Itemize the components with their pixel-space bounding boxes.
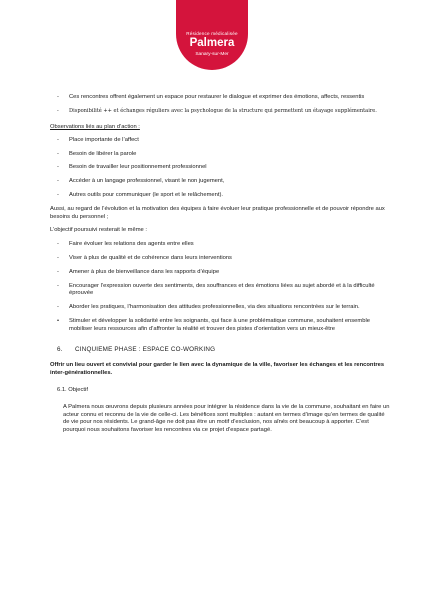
list-item xyxy=(50,108,390,115)
observation-text: Besoin de libérer la parole xyxy=(69,150,137,157)
list-item: - Place importante de l’affect xyxy=(50,137,390,145)
list-item: - Encourager l’expression ouverte des sentiments, des souffrances et des émotions liées au sujet abordé et à la difficulté éprouvée xyxy=(50,283,390,299)
logo-place: Sanary-sur-Mer xyxy=(195,52,229,57)
list-item: - Faire évoluer les relations des agents entre elles xyxy=(50,241,390,249)
bullet-text: Ces rencontres offrent également un espace pour restaurer le dialogue et exprimer des émotions, affects, ressentis xyxy=(69,94,365,100)
subsection-heading: 6.1. Objectif xyxy=(57,386,88,393)
bullet-marker: - xyxy=(57,94,59,100)
list-item xyxy=(50,94,390,102)
top-bullet-list xyxy=(50,94,390,115)
objective-text: Aborder les pratiques, l’harmonisation des attitudes professionnelles, via des situations rencontrées sur le terrain. xyxy=(69,304,360,311)
list-item: - Viser à plus de qualité et de cohérence dans leurs interventions xyxy=(50,255,390,263)
bullet-text: Disponibilité ++ et échanges réguliers avec la psychologue de la structure qui permettent un étayage supplémentaire. xyxy=(69,107,377,114)
logo-subtitle: Résidence médicalisée xyxy=(186,31,238,36)
list-item: - Aborder les pratiques, l’harmonisation des attitudes professionnelles, via des situations rencontrées sur le terrain. xyxy=(50,304,390,312)
list-item: - Accéder à un langage professionnel, visant le non jugement, xyxy=(50,178,390,186)
section-title: CINQUIEME PHASE : ESPACE CO-WORKING xyxy=(75,345,216,353)
section-intro: Offrir un lieu ouvert et convivial pour garder le lien avec la dynamique de la ville, favoriser les échanges et les rencontres inter-générationnelles. xyxy=(50,362,385,377)
observation-text: Place importante de l’affect xyxy=(69,136,139,143)
list-item: - Amener à plus de bienveillance dans les rapports d’équipe xyxy=(50,269,390,277)
objective-text: Encourager l’expression ouverte des sentiments, des souffrances et des émotions liées au sujet abordé et à la difficulté éprouvée xyxy=(69,282,375,297)
bullet-marker: - xyxy=(57,107,59,114)
objective-text: Faire évoluer les relations des agents entre elles xyxy=(69,241,194,248)
observation-text: Besoin de travailler leur positionnement professionnel xyxy=(69,164,207,171)
observation-text: Autres outils pour communiquer (le sport et le relâchement). xyxy=(69,191,224,198)
objective-text: Viser à plus de qualité et de cohérence dans leurs interventions xyxy=(69,254,232,261)
objectives-list xyxy=(50,241,390,333)
list-item: - Autres outils pour communiquer (le sport et le relâchement). xyxy=(50,192,390,200)
objective-text: Stimuler et développer la solidarité entre les soignants, qui face à une problématique commune, souhaitent ensemble mobiliser leurs ressources afin d’affronter la réalité et trouver des pistes d’orientation vers un mieux-être xyxy=(69,317,370,332)
residence-logo xyxy=(176,0,248,70)
list-item: - Besoin de libérer la parole xyxy=(50,151,390,159)
document-body xyxy=(50,94,390,441)
logo-name: Palmera xyxy=(189,37,235,49)
objective-text: Amener à plus de bienveillance dans les rapports d’équipe xyxy=(69,268,220,275)
paragraph-aussi: Aussi, au regard de l’évolution et la motivation des équipes à faire évoluer leur pratique professionnelle et de pouvoir répondre aux besoins du personnel ; xyxy=(50,205,385,220)
observations-heading: Observations liés au plan d’action : xyxy=(50,124,140,130)
section-number: 6. xyxy=(57,345,63,353)
section-heading xyxy=(57,346,390,354)
objective-paragraph: A Palmera nous œuvrons depuis plusieurs années pour intégrer la résidence dans la vie de la commune, souhaitant en faire un acteur connu et reconnu de la vie de celle-ci. Les bénéfices sont multiples : autant en termes d’image qu’en termes de qualité de vie pour nos résidents. Le grand-âge ne doit pas être un motif d’exclusion, nos aînés ont beaucoup à apporter. C’est pourquoi nous souhaitons favoriser les rencontres via ce projet d’espace partagé. xyxy=(63,403,390,434)
observation-text: Accéder à un langage professionnel, visant le non jugement, xyxy=(69,178,225,185)
observations-list xyxy=(50,137,390,200)
list-item: - Besoin de travailler leur positionnement professionnel xyxy=(50,164,390,172)
list-item: • Stimuler et développer la solidarité entre les soignants, qui face à une problématique commune, souhaitent ensemble mobiliser leurs ressources afin d’affronter la réalité et trouver des pistes d’orientation vers un mieux-être xyxy=(50,318,390,334)
paragraph-objectif: L’objectif poursuivi resterait le même : xyxy=(50,227,147,234)
